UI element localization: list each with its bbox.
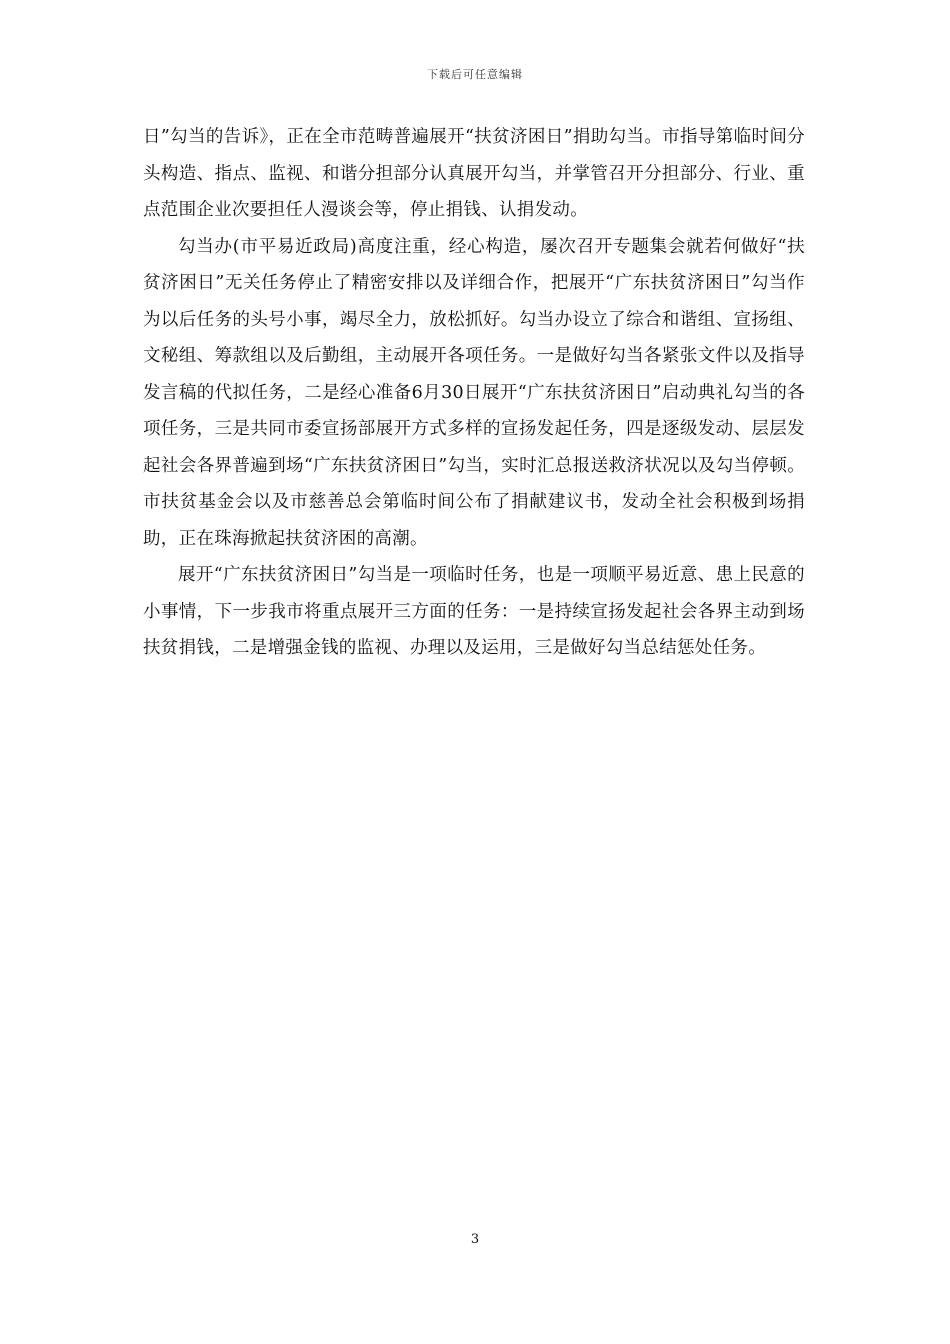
page-header: 下载后可任意编辑 [427,68,523,81]
page-number: 3 [470,1232,480,1247]
paragraph-activity-office: 勾当办(市平易近政局)高度注重，经心构造，屡次召开专题集会就若何做好“扶贫济困日”无关任务停止了精密安排以及详细合作，把展开“广东扶贫济困日”勾当作为以后任务的头号小事，竭尽全力，放松抓好。勾当办设立了综合和谐组、宣扬组、文秘组、筹款组以及后勤组，主动展开各项任务。一是做好勾当各紧张文件以及指导发言稿的代拟任务，二是经心准备6月30日展开“广东扶贫济困日”启动典礼勾当的各项任务，三是共同市委宣扬部展开方式多样的宣扬发起任务，四是逐级发动、层层发起社会各界普遍到场“广东扶贫济困日”勾当，实时汇总报送救济状况以及勾当停顿。市扶贫基金会以及市慈善总会第临时间公布了捐献建议书，发动全社会积极到场捐助，正在珠海掀起扶贫济困的高潮。 [143,236,805,549]
paragraph-next-steps: 展开“广东扶贫济困日”勾当是一项临时任务，也是一项顺平易近意、患上民意的小事情，下一步我市将重点展开三方面的任务：一是持续宣扬发起社会各界主动到场扶贫捐钱，二是增强金钱的监视、办理以及运用，三是做好勾当总结惩处任务。 [143,565,805,658]
paragraph-continued: 日”勾当的告诉》，正在全市范畴普遍展开“扶贫济困日”捐助勾当。市指导第临时间分头构造、指点、监视、和谐分担部分认真展开勾当，并掌管召开分担部分、行业、重点范围企业次要担任人漫谈会等，停止捐钱、认捐发动。 [143,127,805,220]
document-body [143,119,805,667]
